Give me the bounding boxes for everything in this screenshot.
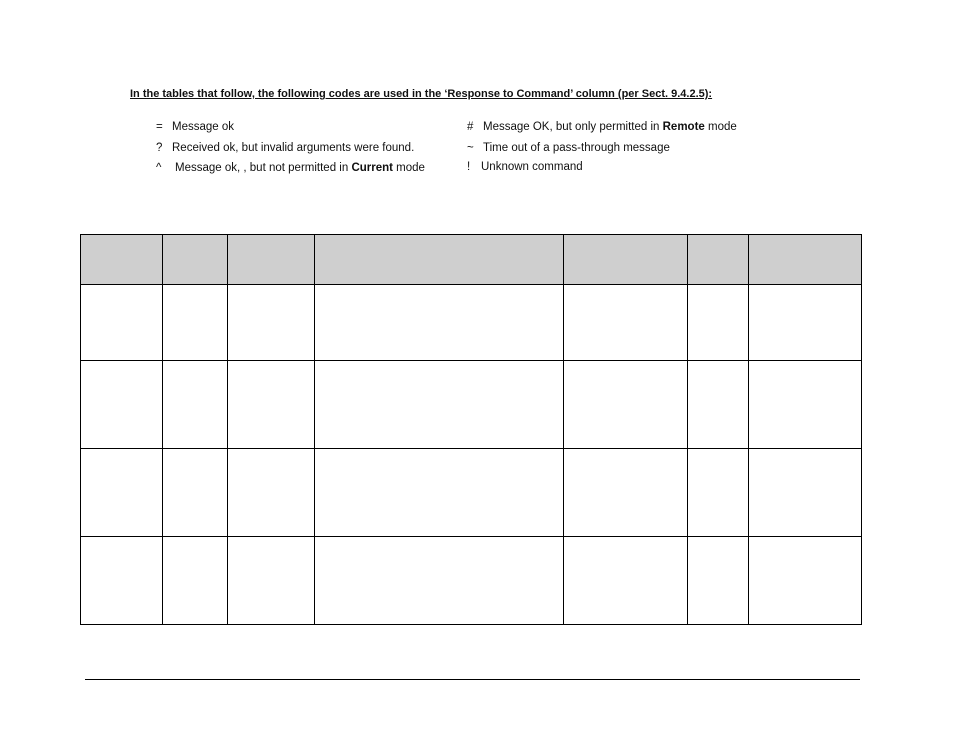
table-cell [749,537,862,625]
table-cell [315,361,564,449]
table-row [81,537,862,625]
table-cell [228,537,315,625]
table-header-row [81,235,862,285]
table-cell [749,285,862,361]
footer-divider [85,679,860,680]
command-table [80,234,862,625]
table-row [81,449,862,537]
table-cell [688,285,749,361]
table-cell [163,537,228,625]
code-symbol: ? [156,142,163,154]
code-symbol: = [156,121,163,133]
header-cell [315,235,564,285]
table-row [81,285,862,361]
table-cell [688,537,749,625]
table-row [81,361,862,449]
code-symbol: # [467,121,474,133]
table-cell [228,449,315,537]
code-item [467,160,583,174]
code-mode-emphasis: Current [351,162,393,174]
table-cell [315,285,564,361]
table-cell [315,449,564,537]
code-item [156,161,425,175]
header-cell [749,235,862,285]
header-cell [81,235,163,285]
code-description: Message OK, but only permitted in [483,121,663,133]
code-item [156,141,414,155]
table-cell [163,449,228,537]
table-cell [81,361,163,449]
code-description: Message ok [172,121,235,133]
code-description-suffix: mode [704,121,737,133]
code-item [467,141,670,155]
codes-heading: In the tables that follow, the following codes are used in the ‘Response to Command’ column (per Sect. 9.4.2.5): [130,88,713,100]
code-item [156,120,234,134]
code-description: Received ok, but invalid arguments were found. [172,142,415,154]
code-item [467,120,737,134]
table-cell [163,361,228,449]
table-cell [228,285,315,361]
table-cell [228,361,315,449]
table-cell [81,285,163,361]
table-cell [564,537,688,625]
table-cell [749,361,862,449]
header-cell [163,235,228,285]
table-cell [688,361,749,449]
table-cell [564,449,688,537]
code-description-suffix: mode [392,162,425,174]
code-mode-emphasis: Remote [662,121,705,133]
table-cell [81,537,163,625]
code-symbol: ~ [467,142,474,154]
table-cell [749,449,862,537]
code-description: Time out of a pass-through message [483,142,670,154]
code-symbol: ^ [156,162,162,174]
code-symbol: ! [467,161,471,173]
code-description: Message ok, , but not permitted in [175,162,352,174]
table-cell [564,361,688,449]
table-cell [81,449,163,537]
table-cell [315,537,564,625]
table-cell [163,285,228,361]
header-cell [688,235,749,285]
table-cell [688,449,749,537]
code-description: Unknown command [481,161,583,173]
header-cell [228,235,315,285]
header-cell [564,235,688,285]
table-cell [564,285,688,361]
